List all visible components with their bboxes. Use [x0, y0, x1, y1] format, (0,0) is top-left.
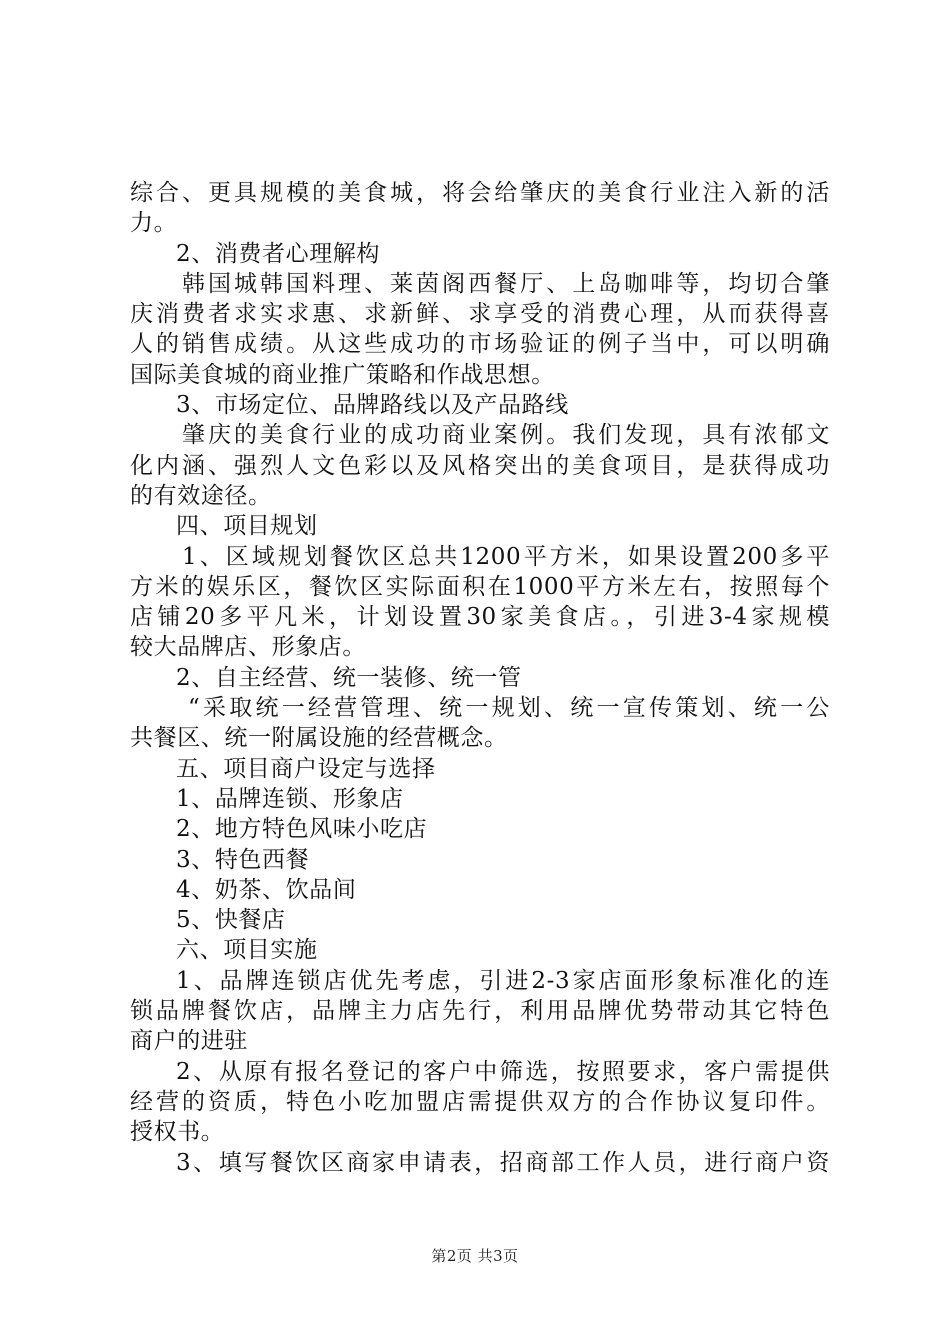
section-heading: 四、项目规划 — [176, 513, 318, 540]
body-line: “采取统一经营管理、统一规划、统一宣传策划、统一公 — [188, 695, 830, 722]
body-line: 庆消费者求实求惠、求新鲜、求享受的消费心理，从而获得喜 — [130, 301, 830, 328]
list-item: 2、地方特色风味小吃店 — [176, 816, 428, 843]
body-line: 国际美食城的商业推广策略和作战思想。 — [130, 361, 555, 388]
section-heading: 五、项目商户设定与选择 — [176, 755, 436, 782]
document-body — [130, 178, 830, 1178]
body-line: 锁品牌餐饮店，品牌主力店先行，利用品牌优势带动其它特色 — [130, 998, 830, 1025]
body-line: 韩国城韩国料理、莱茵阁西餐厅、上岛咖啡等，均切合肇 — [182, 270, 830, 297]
list-item: 5、快餐店 — [176, 907, 286, 934]
body-line: 人的销售成绩。从这些成功的市场验证的例子当中，可以明确 — [130, 331, 830, 358]
body-line: 经营的资质，特色小吃加盟店需提供双方的合作协议复印件。 — [130, 1088, 830, 1115]
section-heading: 2、自主经营、统一装修、统一管 — [176, 664, 522, 691]
list-item: 4、奶茶、饮品间 — [176, 876, 357, 903]
body-line: 授权书。 — [130, 1119, 225, 1146]
body-line: 共餐区、统一附属设施的经营概念。 — [130, 725, 508, 752]
body-line: 1、品牌连锁店优先考虑，引进2-3家店面形象标准化的连 — [176, 967, 830, 994]
body-line: 方米的娱乐区，餐饮区实际面积在1000平方米左右，按照每个 — [130, 573, 830, 600]
body-line: 化内涵、强烈人文色彩以及风格突出的美食项目，是获得成功 — [130, 452, 830, 479]
body-line: 2、从原有报名登记的客户中筛选，按照要求，客户需提供 — [176, 1058, 830, 1085]
body-line: 店铺20多平凡米，计划设置30家美食店。，引进3-4家规模 — [130, 604, 830, 631]
body-line: 力。 — [130, 210, 178, 237]
list-item: 1、品牌连锁、形象店 — [176, 785, 404, 812]
section-heading: 六、项目实施 — [176, 937, 318, 964]
body-line: 商户的进驻 — [130, 1028, 248, 1055]
body-line: 1、区域规划餐饮区总共1200平方米，如果设置200多平 — [182, 543, 830, 570]
section-heading: 2、消费者心理解构 — [176, 240, 381, 267]
body-line: 较大品牌店、形象店。 — [130, 634, 366, 661]
list-item: 3、特色西餐 — [176, 846, 310, 873]
page-number-footer: 第2页 共3页 — [431, 1247, 519, 1265]
body-line: 的有效途径。 — [130, 482, 272, 509]
body-line: 3、填写餐饮区商家申请表，招商部工作人员，进行商户资 — [176, 1149, 830, 1176]
body-line: 肇庆的美食行业的成功商业案例。我们发现，具有浓郁文 — [182, 422, 830, 449]
body-line: 综合、更具规模的美食城，将会给肇庆的美食行业注入新的活 — [130, 180, 830, 206]
section-heading: 3、市场定位、品牌路线以及产品路线 — [176, 392, 569, 419]
